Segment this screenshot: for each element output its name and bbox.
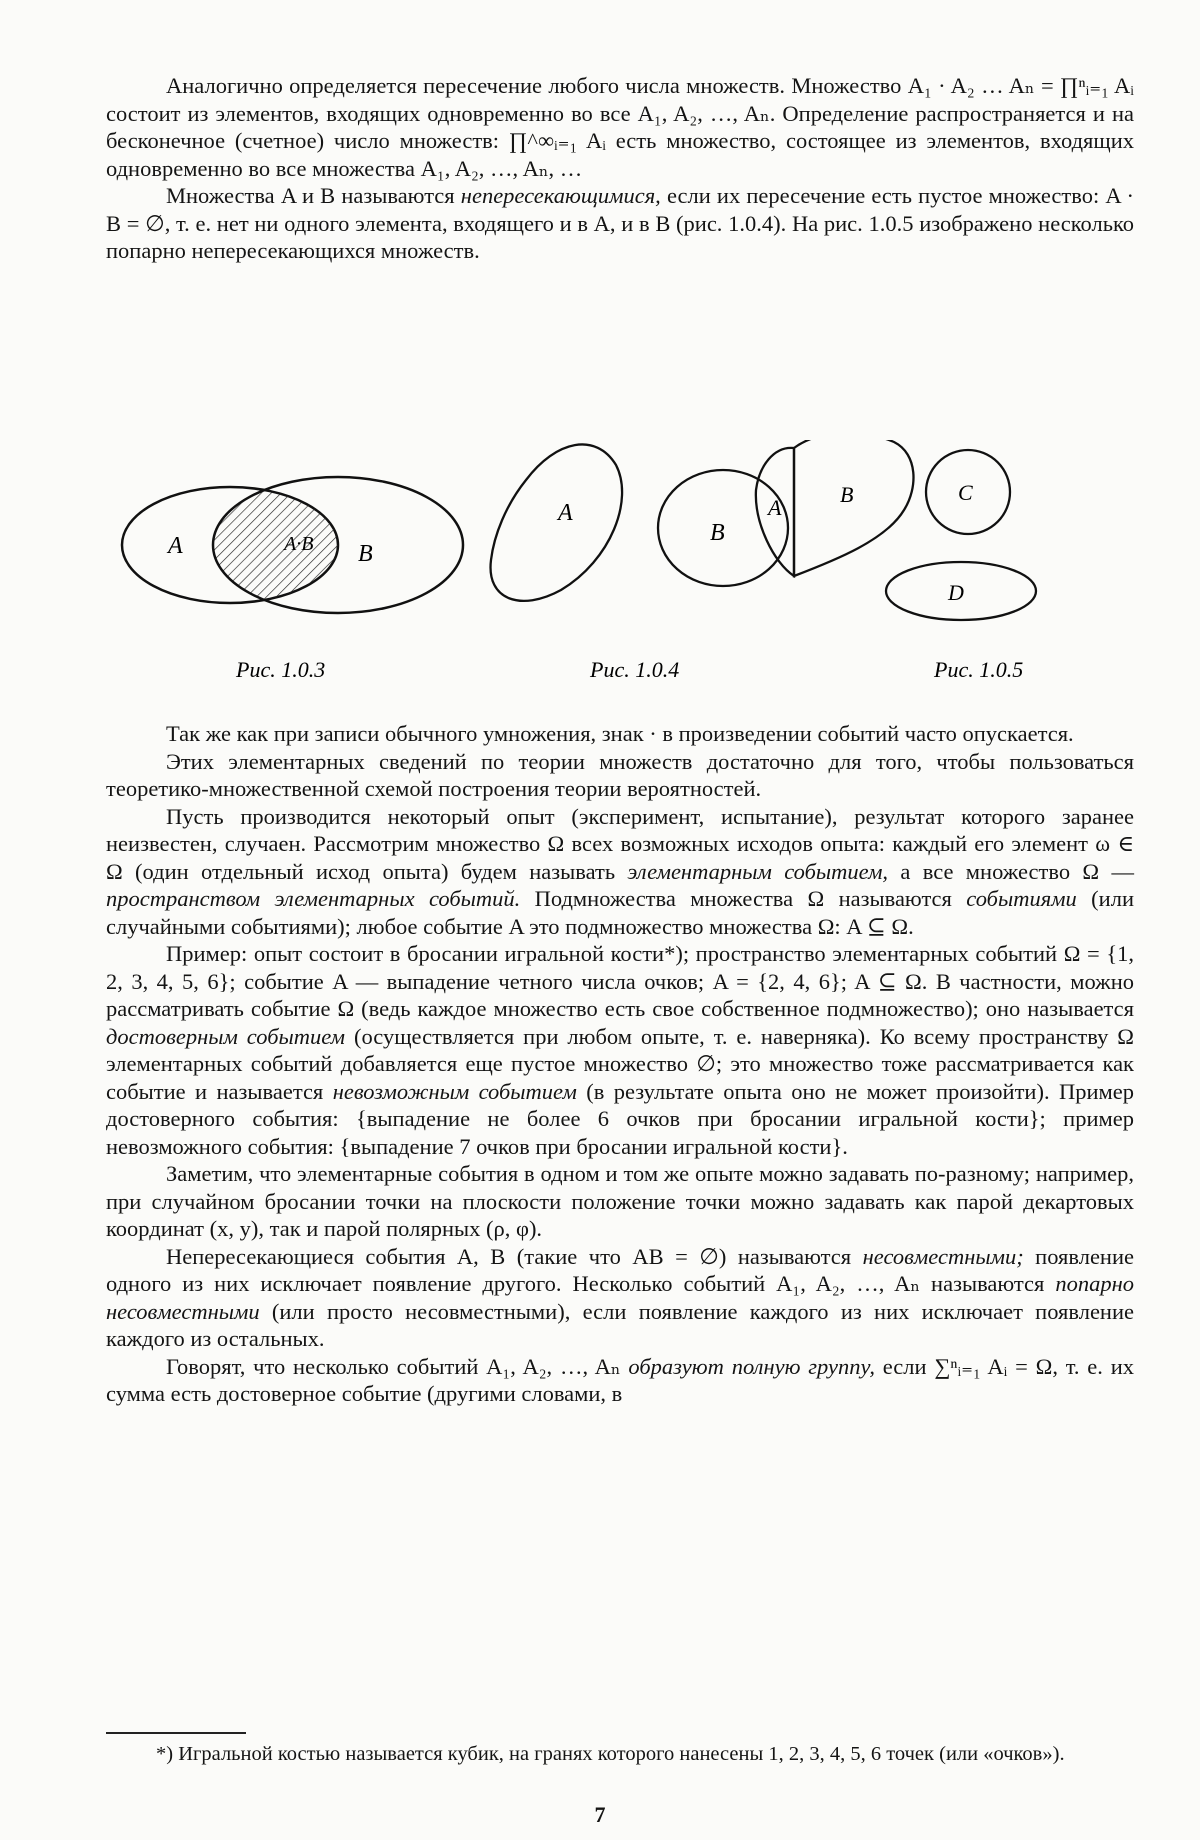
term-pairwise-incompatible: попарно несовместными bbox=[106, 1271, 1134, 1324]
figures-svg bbox=[106, 440, 1134, 690]
label-d: D bbox=[948, 580, 964, 605]
paragraph-die-example bbox=[106, 940, 1134, 1160]
footnote-text: *) Игральной костью называется кубик, на гранях которого нанесены 1, 2, 3, 4, 5, 6 точек (или «очков»). bbox=[156, 1743, 1065, 1765]
label-b: B bbox=[840, 482, 854, 507]
text-run: появление одного из них исключает появление другого. Несколько событий A₁, A₂, …, Aₙ называются bbox=[106, 1243, 1135, 1296]
figures-row bbox=[106, 440, 1134, 690]
page-number: 7 bbox=[594, 1802, 606, 1827]
label-a: A bbox=[168, 533, 183, 559]
term-incompatible: несовместными; bbox=[862, 1243, 1024, 1269]
caption-fig-1-0-4: Рис. 1.0.4 bbox=[590, 657, 680, 682]
footnote bbox=[106, 1742, 1134, 1767]
set-b-shape bbox=[794, 440, 913, 576]
term-sample-space: пространством элементарных событий. bbox=[106, 886, 521, 911]
text-run: Пример: опыт состоит в бросании игральной кости*); пространство элементарных событий Ω = {1, 2, 3, 4, 5, 6}; событие A — выпадение четного числа очков; A = {2, 4, 6}; A ⊆ Ω. В частности, можно рассматривать событие Ω (ведь каждое множество есть свое собственное подмножество); оно называется bbox=[106, 941, 1134, 1021]
paragraph-coordinates bbox=[106, 1160, 1134, 1243]
caption-fig-1-0-5: Рис. 1.0.5 bbox=[934, 657, 1024, 682]
term-elementary-event: элементарным событием, bbox=[627, 858, 889, 884]
label-b: B bbox=[358, 541, 373, 567]
text-run: если их пересечение есть пустое множество: A · B = ∅, т. е. нет ни одного элемента, входящего и в A, и в B (рис. 1.0.4). На рис. 1.0.5 изображено несколько попарно непересекающихся множеств. bbox=[106, 183, 1135, 263]
label-a: A bbox=[558, 500, 573, 526]
term-events: событиями bbox=[966, 886, 1077, 911]
text-run: (в результате опыта оно не может произойти). Пример достоверного события: {выпадение не более 6 очков при бросании игральной кости}; пример невозможного события: {выпадение 7 очков при бросании игральной кости}. bbox=[106, 1078, 1135, 1159]
paragraph-intersection-text: Аналогично определяется пересечение любого числа множеств. Множество A₁ · A₂ … Aₙ = ∏ⁿᵢ₌₁ Aᵢ состоит из элементов, входящих одновременно во все A₁, A₂, …, Aₙ. Определение распространяется и на бесконечное (счетное) число множеств: ∏^∞ᵢ₌₁ Aᵢ есть множество, состоящее из элементов, входящих одновременно во все множества A₁, A₂, …, Aₙ, … bbox=[106, 73, 1134, 181]
text-block-bottom bbox=[106, 720, 1134, 1408]
text-block-top bbox=[106, 72, 1134, 265]
caption-fig-1-0-3: Рис. 1.0.3 bbox=[236, 657, 326, 682]
text-run: Так же как при записи обычного умножения, знак · в произведении событий часто опускается. bbox=[166, 721, 1074, 746]
set-a-shape bbox=[491, 444, 623, 600]
text-run: Непересекающиеся события A, B (такие что AB = ∅) называются bbox=[166, 1243, 863, 1269]
label-b: B bbox=[710, 520, 725, 546]
text-run: (осуществляется при любом опыте, т. е. наверняка). Ко всему пространству Ω элементарных событий добавляется еще пустое множество ∅; это множество тоже рассматривается как событие и называется bbox=[106, 1023, 1134, 1104]
term-complete-group: образуют полную группу, bbox=[628, 1353, 875, 1379]
footnote-divider bbox=[106, 1732, 246, 1734]
text-run: (или просто несовместными), если появление каждого из них исключает появление каждого из остальных. bbox=[106, 1298, 1134, 1351]
text-run: а все множество Ω — bbox=[888, 858, 1134, 884]
paragraph-complete-group bbox=[106, 1353, 1134, 1408]
text-run: Заметим, что элементарные события в одном и том же опыте можно задавать по-разному; например, при случайном бросании точки на плоскости положение точки можно задавать как парой декартовых координат (x, y), так и парой полярных (ρ, φ). bbox=[106, 1161, 1134, 1241]
paragraph-disjoint bbox=[106, 182, 1134, 265]
label-c: C bbox=[958, 480, 973, 505]
paragraph-multiplication-sign bbox=[106, 720, 1134, 748]
text-run: Подмножества множества Ω называются bbox=[520, 886, 967, 911]
text-run: Говорят, что несколько событий A₁, A₂, …, Aₙ bbox=[166, 1353, 629, 1379]
figure-1-0-3 bbox=[122, 477, 463, 682]
paragraph-incompatible bbox=[106, 1243, 1134, 1353]
term-certain-event: достоверным событием bbox=[106, 1023, 346, 1049]
term-impossible-event: невозможным событием bbox=[332, 1078, 577, 1104]
paragraph-intersection bbox=[106, 72, 1134, 182]
label-a: A bbox=[768, 495, 782, 520]
figure-1-0-4 bbox=[491, 444, 788, 682]
paragraph-experiment bbox=[106, 803, 1134, 941]
paragraph-elementary-info bbox=[106, 748, 1134, 803]
text-run: если ∑ⁿᵢ₌₁ Aᵢ = Ω, т. е. их сумма есть достоверное событие (другими словами, в bbox=[106, 1353, 1134, 1406]
term-disjoint: непересекающимися, bbox=[460, 183, 661, 208]
text-run: (или случайными событиями); любое событие A это подмножество множества Ω: A ⊆ Ω. bbox=[106, 886, 1134, 939]
text-run: Этих элементарных сведений по теории множеств достаточно для того, чтобы пользоваться теоретико-множественной схемой построения теории вероятностей. bbox=[106, 748, 1134, 801]
figure-1-0-5 bbox=[756, 440, 1036, 682]
text-run: Множества A и B называются bbox=[166, 183, 461, 208]
text-run: Пусть производится некоторый опыт (эксперимент, испытание), результат которого заранее неизвестен, случаен. Рассмотрим множество Ω всех возможных исходов опыта: каждый его элемент ω ∈ Ω (один отдельный исход опыта) будем называть bbox=[106, 803, 1134, 884]
label-ab: A·B bbox=[284, 533, 314, 555]
